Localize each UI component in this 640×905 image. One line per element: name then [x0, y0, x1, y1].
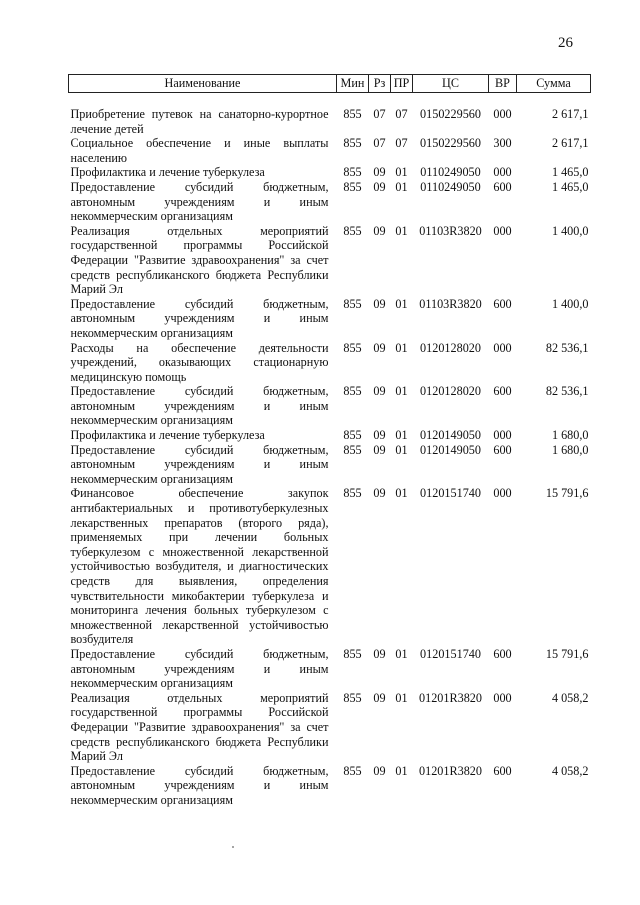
cell-sum: 15 791,6 [545, 486, 589, 501]
cell-vr: 600 [493, 384, 512, 399]
cell-vr: 300 [493, 136, 512, 151]
table-header [69, 75, 591, 93]
cell-min: 855 [343, 165, 362, 180]
cell-sum: 2 617,1 [551, 107, 589, 121]
table-row [69, 691, 591, 764]
cell-vr: 000 [493, 428, 512, 443]
cell-pr: 07 [395, 107, 408, 121]
cell-sum: 15 791,6 [545, 646, 589, 661]
scan-speck [232, 846, 234, 848]
cell-cs: 0120149050 [420, 428, 481, 443]
cell-name: Расходы на обеспечение деятельности учреждений, оказывающих стационарную медицинскую помощь [70, 340, 329, 384]
cell-rz: 07 [373, 107, 386, 121]
table-row [69, 341, 591, 385]
cell-pr: 01 [395, 428, 408, 443]
cell-pr: 01 [395, 165, 408, 180]
cell-vr: 000 [493, 690, 512, 705]
header-rz: Рз [369, 75, 391, 93]
table-row [69, 224, 591, 297]
cell-pr: 07 [395, 136, 408, 151]
cell-rz: 09 [373, 223, 386, 238]
table-row [69, 180, 591, 224]
cell-name: Социальное обеспечение и иные выплаты населению [70, 136, 329, 165]
cell-sum: 4 058,2 [551, 763, 589, 778]
cell-name: Предоставление субсидий бюджетным, автономным учреждениям и иным некоммерческим организациям [70, 384, 329, 428]
cell-vr: 600 [493, 296, 512, 311]
cell-sum: 1 400,0 [551, 223, 589, 238]
cell-min: 855 [343, 223, 362, 238]
cell-pr: 01 [395, 646, 408, 661]
cell-name: Реализация отдельных мероприятий государственной программы Российской Федерации "Развитие здравоохранения" за счет средств республиканского бюджета Республики Марий Эл [70, 223, 329, 297]
table-row [69, 297, 591, 341]
cell-cs: 0150229560 [420, 136, 481, 151]
table-row [69, 428, 591, 443]
cell-min: 855 [343, 107, 362, 121]
cell-vr: 600 [493, 179, 512, 194]
cell-min: 855 [343, 486, 362, 501]
cell-min: 855 [343, 179, 362, 194]
table-row [69, 384, 591, 428]
cell-sum: 4 058,2 [551, 690, 589, 705]
cell-vr: 600 [493, 646, 512, 661]
header-cs: ЦС [413, 75, 489, 93]
cell-sum: 1 400,0 [551, 296, 589, 311]
cell-min: 855 [343, 428, 362, 443]
cell-rz: 07 [373, 136, 386, 151]
cell-pr: 01 [395, 442, 408, 457]
header-pr: ПР [391, 75, 413, 93]
cell-name: Финансовое обеспечение закупок антибактериальных и противотуберкулезных лекарственных препаратов (второго ряда), применяемых при лечении больных туберкулезом с множественной лекарственной устойчивостью возбудителя, и диагностических средств для выявления, определения чувствительности микобактерии туберкулеза и мониторинга лечения больных туберкулезом с множественной лекарственной устойчивостью возбудителя [70, 486, 329, 647]
cell-rz: 09 [373, 646, 386, 661]
cell-min: 855 [343, 763, 362, 778]
header-min: Мин [337, 75, 369, 93]
cell-rz: 09 [373, 340, 386, 355]
cell-cs: 0120128020 [420, 340, 481, 355]
cell-min: 855 [343, 340, 362, 355]
cell-pr: 01 [395, 179, 408, 194]
cell-rz: 09 [373, 486, 386, 501]
cell-cs: 0110249050 [420, 179, 481, 194]
cell-cs: 01103R3820 [419, 223, 482, 238]
cell-pr: 01 [395, 384, 408, 399]
cell-pr: 01 [395, 486, 408, 501]
header-vr: ВР [489, 75, 517, 93]
table-row [69, 647, 591, 691]
cell-cs: 0120149050 [420, 442, 481, 457]
cell-rz: 09 [373, 428, 386, 443]
cell-cs: 0150229560 [420, 107, 481, 121]
cell-vr: 000 [493, 486, 512, 501]
cell-cs: 0120151740 [420, 646, 481, 661]
cell-min: 855 [343, 646, 362, 661]
cell-cs: 01201R3820 [419, 763, 482, 778]
cell-rz: 09 [373, 165, 386, 180]
budget-table [68, 74, 591, 808]
cell-rz: 09 [373, 384, 386, 399]
cell-pr: 01 [395, 296, 408, 311]
cell-min: 855 [343, 136, 362, 151]
cell-vr: 000 [493, 340, 512, 355]
cell-rz: 09 [373, 763, 386, 778]
cell-cs: 01201R3820 [419, 690, 482, 705]
cell-name: Профилактика и лечение туберкулеза [70, 428, 265, 443]
cell-name: Профилактика и лечение туберкулеза [70, 165, 265, 180]
table-row [69, 443, 591, 487]
cell-rz: 09 [373, 690, 386, 705]
header-name: Наименование [69, 75, 337, 93]
table-row [69, 93, 591, 137]
cell-sum: 1 680,0 [551, 428, 589, 443]
table-body [69, 93, 591, 808]
cell-rz: 09 [373, 442, 386, 457]
cell-name: Предоставление субсидий бюджетным, автономным учреждениям и иным некоммерческим организациям [70, 442, 329, 486]
cell-vr: 600 [493, 442, 512, 457]
cell-sum: 82 536,1 [545, 340, 589, 355]
cell-name: Предоставление субсидий бюджетным, автономным учреждениям и иным некоммерческим организациям [70, 646, 329, 691]
cell-name: Предоставление субсидий бюджетным, автономным учреждениям и иным некоммерческим организациям [70, 296, 329, 340]
cell-min: 855 [343, 384, 362, 399]
cell-sum: 1 465,0 [551, 179, 589, 194]
cell-cs: 0110249050 [420, 165, 481, 180]
cell-vr: 000 [493, 165, 512, 180]
cell-cs: 0120151740 [420, 486, 481, 501]
cell-name: Приобретение путевок на санаторно-курортное лечение детей [70, 107, 329, 136]
cell-sum: 82 536,1 [545, 384, 589, 399]
cell-name: Реализация отдельных мероприятий государственной программы Российской Федерации "Развитие здравоохранения" за счет средств республиканского бюджета Республики Марий Эл [70, 690, 329, 764]
cell-vr: 000 [493, 107, 512, 121]
cell-min: 855 [343, 690, 362, 705]
table-row [69, 165, 591, 180]
cell-pr: 01 [395, 340, 408, 355]
cell-name: Предоставление субсидий бюджетным, автономным учреждениям и иным некоммерческим организациям [70, 763, 329, 807]
cell-pr: 01 [395, 690, 408, 705]
cell-rz: 09 [373, 296, 386, 311]
table-row [69, 136, 591, 165]
cell-vr: 600 [493, 763, 512, 778]
table-row [69, 486, 591, 647]
cell-sum: 1 680,0 [551, 442, 589, 457]
cell-name: Предоставление субсидий бюджетным, автономным учреждениям и иным некоммерческим организациям [70, 179, 329, 224]
cell-pr: 01 [395, 763, 408, 778]
cell-rz: 09 [373, 179, 386, 194]
cell-pr: 01 [395, 223, 408, 238]
cell-min: 855 [343, 442, 362, 457]
cell-sum: 1 465,0 [551, 165, 589, 180]
table-row [69, 764, 591, 808]
cell-min: 855 [343, 296, 362, 311]
page-number: 26 [558, 35, 573, 51]
cell-vr: 000 [493, 223, 512, 238]
cell-cs: 01103R3820 [419, 296, 482, 311]
cell-cs: 0120128020 [420, 384, 481, 399]
header-sum: Сумма [517, 75, 591, 93]
cell-sum: 2 617,1 [551, 136, 589, 151]
